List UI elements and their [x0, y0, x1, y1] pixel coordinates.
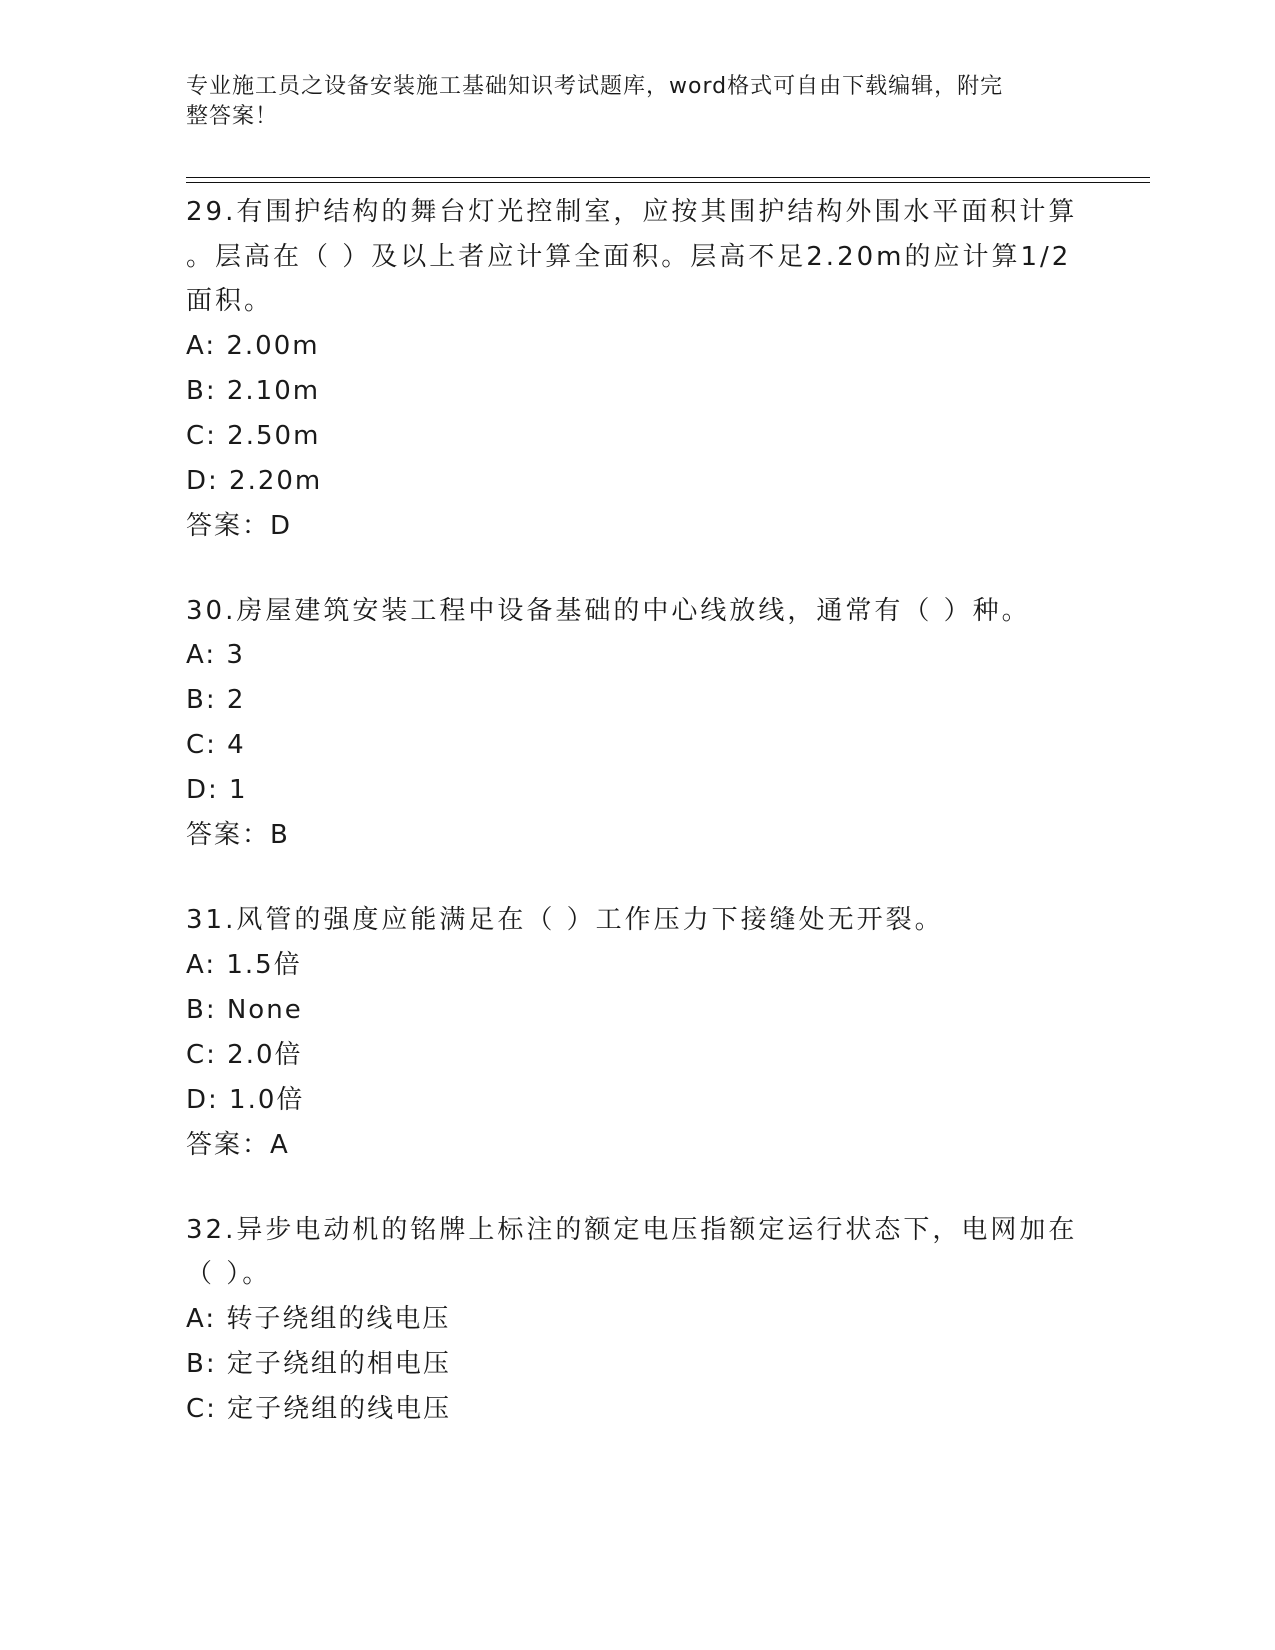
document-header [186, 72, 1066, 132]
answer-line: 答案：D [186, 510, 293, 541]
option-a: A: 3 [186, 640, 245, 670]
question-32 [186, 1208, 1086, 1432]
option-b: B: None [186, 994, 303, 1025]
option-a: A: 转子绕组的线电压 [186, 1303, 451, 1334]
question-text-line: 面积。 [186, 286, 274, 316]
option-a: A: 2.00m [186, 330, 320, 361]
question-list [186, 190, 1086, 1472]
question-text-line: （ ）。 [186, 1259, 272, 1289]
answer-line: 答案：B [186, 820, 290, 850]
question-text-line: 29.有围护结构的舞台灯光控制室，应按其围护结构外围水平面积计算 [186, 197, 1078, 227]
option-b: B: 定子绕组的相电压 [186, 1348, 451, 1379]
option-b: B: 2 [186, 685, 246, 715]
question-text-line: 30.房屋建筑安装工程中设备基础的中心线放线，通常有（ ）种。 [186, 595, 1031, 626]
question-30 [186, 589, 1086, 859]
answer-line: 答案：A [186, 1129, 290, 1160]
header-divider-bottom [186, 182, 1150, 183]
header-line-1: 专业施工员之设备安装施工基础知识考试题库，word格式可自由下载编辑，附完 [186, 74, 1004, 99]
option-d: D: 2.20m [186, 465, 323, 496]
option-c: C: 定子绕组的线电压 [186, 1393, 452, 1424]
question-text-line: 32.异步电动机的铭牌上标注的额定电压指额定运行状态下，电网加在 [186, 1214, 1078, 1245]
option-c: C: 2.0倍 [186, 1039, 303, 1070]
question-text-line: 。层高在（ ）及以上者应计算全面积。层高不足2.20m的应计算1/2 [186, 241, 1072, 272]
question-31 [186, 898, 1086, 1168]
option-d: D: 1.0倍 [186, 1084, 305, 1115]
option-b: B: 2.10m [186, 375, 321, 406]
header-divider-top [186, 177, 1150, 178]
option-a: A: 1.5倍 [186, 949, 302, 980]
header-line-2: 整答案！ [186, 104, 279, 129]
option-d: D: 1 [186, 775, 248, 805]
option-c: C: 4 [186, 730, 246, 760]
option-c: C: 2.50m [186, 420, 321, 451]
question-text-line: 31.风管的强度应能满足在（ ）工作压力下接缝处无开裂。 [186, 905, 944, 935]
question-29 [186, 190, 1086, 549]
